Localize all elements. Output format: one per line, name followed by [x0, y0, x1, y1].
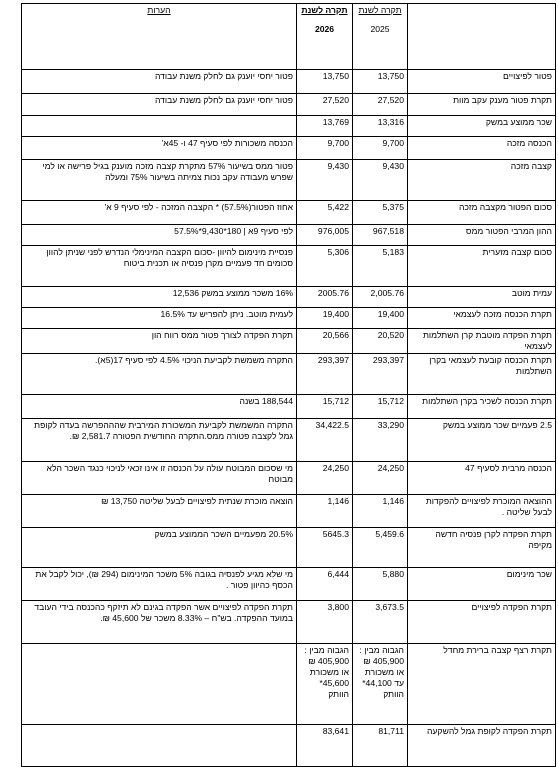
ceilings-table [21, 3, 556, 767]
value-2025: 81,711 [353, 725, 408, 767]
table-row [22, 395, 556, 419]
header-2026-year: 2026 [314, 24, 335, 34]
value-2026: 20,566 [297, 329, 353, 354]
table-row [22, 160, 556, 201]
value-2025: 15,712 [353, 395, 408, 419]
value-2025: 967,518 [353, 225, 408, 246]
row-note: הוצאה מוכרת שנתית לפיצויים לבעל שליטה 13,750 ₪ [22, 495, 297, 528]
row-note [22, 116, 297, 137]
value-2026: 27,520 [297, 94, 353, 116]
value-2026: 1,146 [297, 495, 353, 528]
row-note: 20.5% מפעמיים השכר הממוצע במשק [22, 528, 297, 568]
header-notes-title: הערות [147, 5, 171, 15]
table-row [22, 116, 556, 137]
value-2026: 5645.3 [297, 528, 353, 568]
table-row [22, 601, 556, 644]
value-2025: 5,880 [353, 568, 408, 601]
table-row [22, 644, 556, 725]
header-2025-year: 2025 [370, 24, 390, 34]
table-row [22, 308, 556, 329]
value-2025: 5,375 [353, 201, 408, 225]
value-2026: 3,800 [297, 601, 353, 644]
row-note: פטור יחסי יוענק גם לחלק משנת עבודה [22, 70, 297, 94]
table-row [22, 137, 556, 160]
value-2026: 5,306 [297, 246, 353, 287]
row-note [22, 725, 297, 767]
value-2026: 13,750 [297, 70, 353, 94]
value-2026: 5,422 [297, 201, 353, 225]
row-label: תקרת הפקדה לקופת גמל להשקעה [408, 725, 556, 767]
table-header-row [22, 4, 556, 70]
value-2025: 5,183 [353, 246, 408, 287]
value-2026: 15,712 [297, 395, 353, 419]
value-2025: 19,400 [353, 308, 408, 329]
value-2025: 24,250 [353, 462, 408, 495]
row-note: התקרה המשמשת לקביעת המשכורת המירבית שהההפרשה בעדה לקופת גמל לקצבה פטורה ממס.התקרה החודשית הפטורה 2,581.7 ₪. [22, 419, 297, 462]
table-row [22, 329, 556, 354]
value-2025: 27,520 [353, 94, 408, 116]
value-2025: 9,700 [353, 137, 408, 160]
value-2026: 9,700 [297, 137, 353, 160]
table-row [22, 287, 556, 308]
row-label: סכום קצבה מזערית [408, 246, 556, 287]
row-note: לעמית מוטב. ניתן להפריש עד 16.5% [22, 308, 297, 329]
row-label: 2.5 פעמיים שכר ממוצע במשק [408, 419, 556, 462]
row-label: עמית מוטב [408, 287, 556, 308]
row-label: תקרת הכנסה קובעת לעצמאי בקרן השתלמות [408, 354, 556, 395]
value-2026: 293,397 [297, 354, 353, 395]
header-notes-cell [22, 4, 297, 70]
table-row [22, 201, 556, 225]
row-note: 188,544 בשנה [22, 395, 297, 419]
row-note: אחוז הפטור(57.5%) * הקצבה המזכה - לפי סעיף 9 א' [22, 201, 297, 225]
row-label: תקרת רצף קצבה ברירת מחדל [408, 644, 556, 725]
row-label: תקרת הפקדה לפיצויים [408, 601, 556, 644]
value-2025: 33,290 [353, 419, 408, 462]
table-row [22, 462, 556, 495]
value-2026: 9,430 [297, 160, 353, 201]
table-row [22, 246, 556, 287]
value-2026: 24,250 [297, 462, 353, 495]
value-2026: 83,641 [297, 725, 353, 767]
value-2026: הגבוה מבין : 405,900 ₪ או משכורת 45,600* הוותק [297, 644, 353, 725]
value-2026: 6,444 [297, 568, 353, 601]
row-note: פנסיית מינימום להיוון -סכום הקצבה המינימלי הנדרש לפני שניתן להוון סכומים חד פעמיים מקרן פנסיה או תכנית ביטוח [22, 246, 297, 287]
row-note: התקרה משמשת לקביעת הניכוי 4.5% לפי סעיף 17(5א). [22, 354, 297, 395]
row-label: ההוצאה המוכרת לפיצויים להפקדות לבעל שליטה . [408, 495, 556, 528]
table-row [22, 225, 556, 246]
header-2025-title: תקרה לשנת [358, 5, 402, 15]
row-label: תקרת הפקדה לקרן פנסיה חדשה מקיפה [408, 528, 556, 568]
table-row [22, 419, 556, 462]
table-row [22, 568, 556, 601]
row-label: שכר מינימום [408, 568, 556, 601]
value-2025: 293,397 [353, 354, 408, 395]
row-note: לפי סעיף 9א | 180*9,430*57.5% [22, 225, 297, 246]
row-label: קצבה מזכה [408, 160, 556, 201]
row-note: פטור ממס בשיעור 57% מתקרת קצבה מזכה מוענק בגיל פרישה או למי שפרש מעבודה עקב נכות צמיתה בשיעור 75% ומעלה [22, 160, 297, 201]
row-note [22, 644, 297, 725]
header-2026-title: תקרה לשנת [301, 5, 348, 15]
row-label: תקרת הפקדה מוטבת קרן השתלמות לעצמאי [408, 329, 556, 354]
row-label: הכנסה מרבית לסעיף 47 [408, 462, 556, 495]
row-note: פטור יחסי יוענק גם לחלק משנת עבודה [22, 94, 297, 116]
header-2025-cell [353, 4, 408, 70]
value-2025: 3,673.5 [353, 601, 408, 644]
row-note: 16% משכר ממוצע במשק 12,536 [22, 287, 297, 308]
row-note: הכנסה משכורות לפי סעיף 47 ו- 45א' [22, 137, 297, 160]
row-label: הכנסה מזכה [408, 137, 556, 160]
value-2026: 34,422.5 [297, 419, 353, 462]
row-label: פטור לפיצויים [408, 70, 556, 94]
value-2025: 1,146 [353, 495, 408, 528]
value-2025: 2,005.76 [353, 287, 408, 308]
value-2025: 5,459.6 [353, 528, 408, 568]
value-2025: 13,316 [353, 116, 408, 137]
table-row [22, 495, 556, 528]
row-label: תקרת פטור מענק עקב מוות [408, 94, 556, 116]
value-2025: 9,430 [353, 160, 408, 201]
table-row [22, 725, 556, 767]
row-note: תקרת הפקדה לפיצויים אשר הפקדה בגינם לא תיזקף כהכנסה בידי העובד במועד ההפקדה. בש"ח – 8.33% משכר של 45,600 ₪. [22, 601, 297, 644]
table-row [22, 528, 556, 568]
header-label-cell [408, 4, 556, 70]
row-note: תקרת הפקדה לצורך פטור ממס רווח הון [22, 329, 297, 354]
header-2026-cell [297, 4, 353, 70]
value-2026: 19,400 [297, 308, 353, 329]
table-row [22, 94, 556, 116]
value-2025: הגבוה מבין : 405,900 ₪ או משכורת עד 44,100* הוותק [353, 644, 408, 725]
value-2025: 20,520 [353, 329, 408, 354]
row-note: מי שלא מגיע לפנסיה בגובה 5% משכר המינימום (294 ₪), יכול לקבל את הכסף כהיוון פטור . [22, 568, 297, 601]
value-2025: 13,750 [353, 70, 408, 94]
value-2026: 2005.76 [297, 287, 353, 308]
row-label: תקרת הכנסה מזכה לעצמאי [408, 308, 556, 329]
row-note: מי שסכום המבוטח עולה על הכנסה זו אינו זכאי לניכוי כנגד השכר הלא מבוטח [22, 462, 297, 495]
table-row [22, 354, 556, 395]
row-label: תקרת הכנסה לשכיר בקרן השתלמות [408, 395, 556, 419]
table-row [22, 70, 556, 94]
row-label: שכר ממוצע במשק [408, 116, 556, 137]
row-label: ההון המרבי הפטור ממס [408, 225, 556, 246]
value-2026: 976,005 [297, 225, 353, 246]
value-2026: 13,769 [297, 116, 353, 137]
row-label: סכום הפטור מקצבה מזכה [408, 201, 556, 225]
